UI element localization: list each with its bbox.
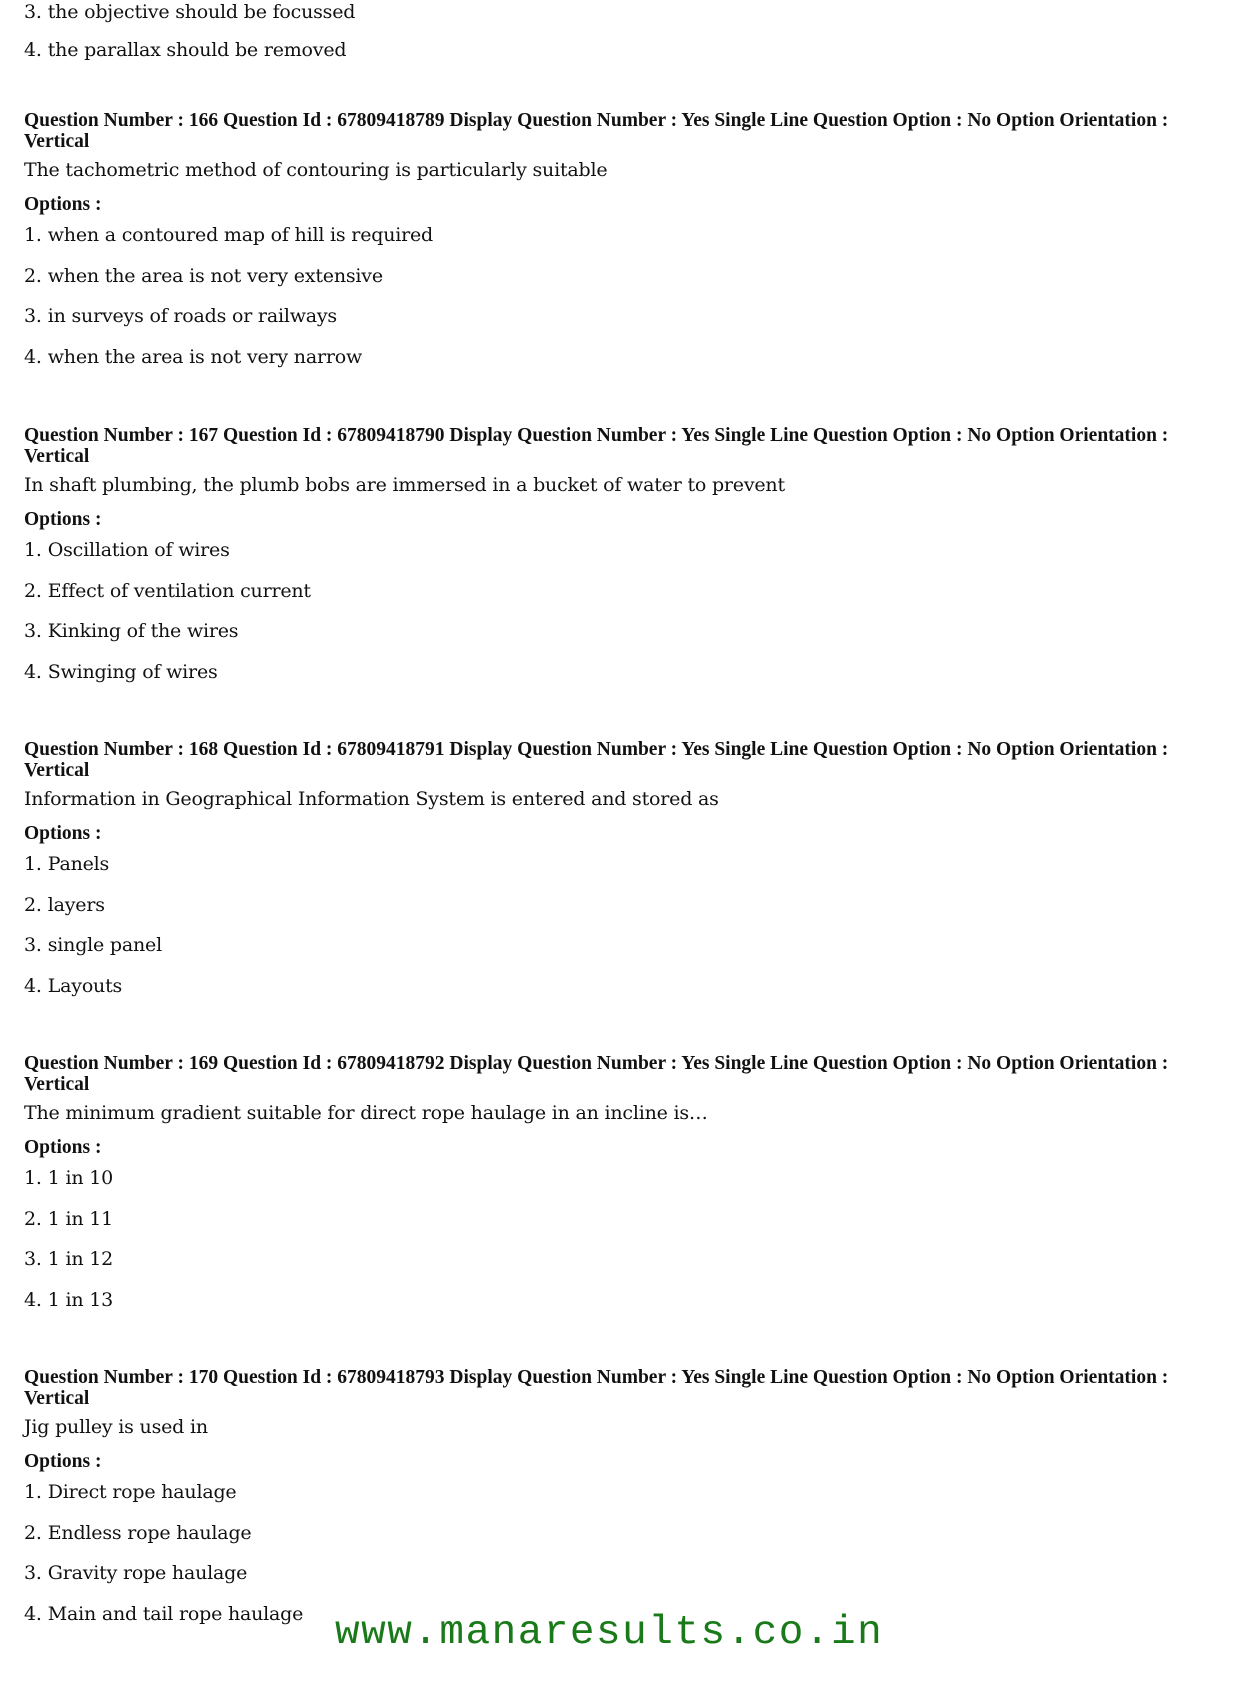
option-2: [24, 579, 1224, 620]
option-number: 4.: [24, 1288, 42, 1311]
option-text: Panels: [47, 853, 110, 875]
question-text: Jig pulley is used in: [24, 1416, 208, 1438]
option-text: 1 in 10: [47, 1167, 113, 1189]
option-text: Effect of ventilation current: [47, 579, 311, 602]
option-2: [24, 1521, 1224, 1562]
option-3: [24, 1247, 1224, 1288]
options-heading: Options :: [24, 509, 102, 530]
options-heading: Options :: [24, 1137, 102, 1158]
option-text: the objective should be focussed: [47, 1, 356, 23]
option-number: 3.: [24, 305, 42, 327]
question-text: The tachometric method of contouring is particularly suitable: [24, 159, 608, 181]
watermark-url: www.manaresults.co.in: [335, 1610, 884, 1656]
option-number: 3.: [24, 934, 42, 956]
option-number: 4.: [24, 39, 42, 61]
option-1: [24, 852, 1224, 893]
option-number: 2.: [24, 264, 42, 287]
option-number: 4.: [24, 1602, 42, 1625]
option-text: Direct rope haulage: [47, 1481, 237, 1503]
option-1: [24, 538, 1224, 579]
option-number: 1.: [24, 224, 42, 246]
options-heading: Options :: [24, 823, 102, 844]
options-list: [24, 1166, 1224, 1328]
option-text: when the area is not very extensive: [47, 264, 383, 287]
question-166: [24, 110, 1224, 385]
option-number: 1.: [24, 1167, 42, 1189]
option-number: 2.: [24, 579, 42, 602]
option-number: 3.: [24, 1, 42, 23]
option-number: 4.: [24, 345, 42, 368]
options-list: [24, 538, 1224, 700]
option-text: 1 in 11: [47, 1207, 113, 1230]
question-text: The minimum gradient suitable for direct rope haulage in an incline is…: [24, 1102, 708, 1124]
option-1: [24, 1480, 1224, 1521]
options-heading: Options :: [24, 194, 102, 215]
option-number: 2.: [24, 1521, 42, 1544]
option-text: Endless rope haulage: [47, 1521, 252, 1544]
option-4: [24, 974, 1224, 1015]
option-text: the parallax should be removed: [47, 39, 347, 61]
option-text: 1 in 12: [47, 1248, 113, 1270]
options-list: [24, 223, 1224, 385]
question-168: [24, 739, 1224, 1014]
question-meta: Question Number : 169 Question Id : 67809418792 Display Question Number : Yes Single Line Question Option : No Option Orientation : Vertical: [24, 1053, 1169, 1095]
option-4: [24, 1288, 1224, 1329]
option-number: 1.: [24, 539, 42, 561]
option-number: 2.: [24, 1207, 42, 1230]
option-number: 3.: [24, 1562, 42, 1584]
question-169: [24, 1053, 1224, 1328]
option-text: Swinging of wires: [47, 660, 218, 683]
option-text: single panel: [47, 934, 162, 956]
option-number: 2.: [24, 893, 42, 916]
option-text: Main and tail rope haulage: [47, 1602, 304, 1625]
question-meta: Question Number : 168 Question Id : 67809418791 Display Question Number : Yes Single Line Question Option : No Option Orientation : Vertical: [24, 739, 1169, 781]
option-2: [24, 893, 1224, 934]
option-3: [24, 933, 1224, 974]
option-number: 4.: [24, 974, 42, 997]
option-3: [24, 1561, 1224, 1602]
question-text: Information in Geographical Information System is entered and stored as: [24, 788, 719, 810]
option-text: when a contoured map of hill is required: [47, 224, 434, 246]
option-number: 1.: [24, 1481, 42, 1503]
option-number: 3.: [24, 1248, 42, 1270]
question-170: [24, 1367, 1224, 1642]
carryover-option-4: [24, 38, 346, 62]
option-2: [24, 1207, 1224, 1248]
option-text: Oscillation of wires: [47, 539, 230, 561]
option-text: Kinking of the wires: [47, 620, 239, 642]
question-meta: Question Number : 170 Question Id : 67809418793 Display Question Number : Yes Single Line Question Option : No Option Orientation : Vertical: [24, 1367, 1169, 1409]
options-list: [24, 852, 1224, 1014]
question-meta: Question Number : 166 Question Id : 67809418789 Display Question Number : Yes Single Line Question Option : No Option Orientation : Vertical: [24, 110, 1169, 152]
option-text: Layouts: [47, 974, 123, 997]
question-167: [24, 425, 1224, 700]
option-text: 1 in 13: [47, 1288, 113, 1311]
option-2: [24, 264, 1224, 305]
option-text: when the area is not very narrow: [47, 345, 363, 368]
option-1: [24, 1166, 1224, 1207]
option-1: [24, 223, 1224, 264]
option-3: [24, 304, 1224, 345]
option-text: layers: [47, 893, 105, 916]
question-meta: Question Number : 167 Question Id : 67809418790 Display Question Number : Yes Single Line Question Option : No Option Orientation : Vertical: [24, 425, 1169, 467]
carryover-option-3: [24, 0, 355, 24]
option-3: [24, 619, 1224, 660]
options-heading: Options :: [24, 1451, 102, 1472]
question-text: In shaft plumbing, the plumb bobs are immersed in a bucket of water to prevent: [24, 474, 785, 496]
option-text: in surveys of roads or railways: [47, 305, 337, 327]
option-number: 3.: [24, 620, 42, 642]
option-4: [24, 660, 1224, 701]
option-4: [24, 345, 1224, 386]
option-number: 4.: [24, 660, 42, 683]
option-number: 1.: [24, 853, 42, 875]
option-text: Gravity rope haulage: [47, 1562, 248, 1584]
